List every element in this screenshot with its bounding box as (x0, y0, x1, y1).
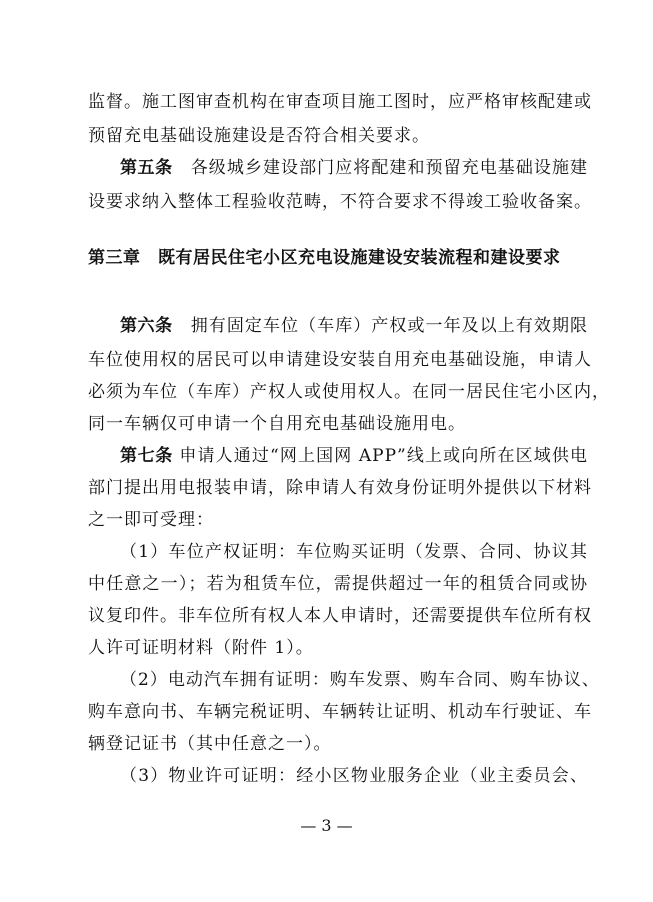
article-5-line-1: 第五条 各级城乡建设部门应将配建和预留充电基础设施建 (120, 158, 589, 178)
item-1-line-4: 人许可证明材料（附件 1）。 (88, 638, 314, 658)
article-6-line-4: 同一车辆仅可申请一个自用充电基础设施用电。 (88, 414, 466, 434)
article-6-line-2: 车位使用权的居民可以申请建设安装自用充电基础设施，申请人 (88, 350, 592, 370)
item-3-line-1: （3）物业许可证明：经小区物业服务企业（业主委员会、 (120, 766, 588, 786)
item-1-line-1: （1）车位产权证明：车位购买证明（发票、合同、协议其 (120, 542, 588, 562)
article-5-label: 第五条 (120, 158, 173, 178)
article-7-line-1: 第七条 申请人通过“网上国网 APP”线上或向所在区域供电 (120, 446, 588, 466)
body-line-1: 监督。施工图审查机构在审查项目施工图时，应严格审核配建或 (88, 92, 592, 112)
item-1-line-2: 中任意之一）；若为租赁车位，需提供超过一年的租赁合同或协 (88, 574, 588, 594)
item-2-line-2: 购车意向书、车辆完税证明、车辆转让证明、机动车行驶证、车 (88, 702, 592, 722)
article-7-label: 第七条 (120, 446, 173, 466)
article-7-line-2: 部门提出用电报装申请，除申请人有效身份证明外提供以下材料 (88, 478, 592, 498)
item-1-line-3: 议复印件。非车位所有权人本人申请时，还需要提供车位所有权 (88, 606, 592, 626)
article-6-label: 第六条 (120, 316, 173, 336)
article-5-line-2: 设要求纳入整体工程验收范畴，不符合要求不得竣工验收备案。 (88, 192, 592, 212)
item-2-line-1: （2）电动汽车拥有证明：购车发票、购车合同、购车协议、 (120, 670, 600, 690)
item-2-line-3: 辆登记证书（其中任意之一）。 (88, 734, 332, 754)
page-number: — 3 — (300, 816, 353, 835)
article-7-line-3: 之一即可受理： (88, 510, 214, 530)
article-6-line-1: 第六条 拥有固定车位（车库）产权或一年及以上有效期限 (120, 316, 589, 336)
chapter-heading: 第三章 既有居民住宅小区充电设施建设安装流程和建设要求 (88, 248, 561, 268)
body-line-2: 预留充电基础设施建设是否符合相关要求。 (88, 126, 430, 146)
article-6-line-3: 必须为车位（车库）产权人或使用权人。在同一居民住宅小区内， (88, 382, 610, 402)
